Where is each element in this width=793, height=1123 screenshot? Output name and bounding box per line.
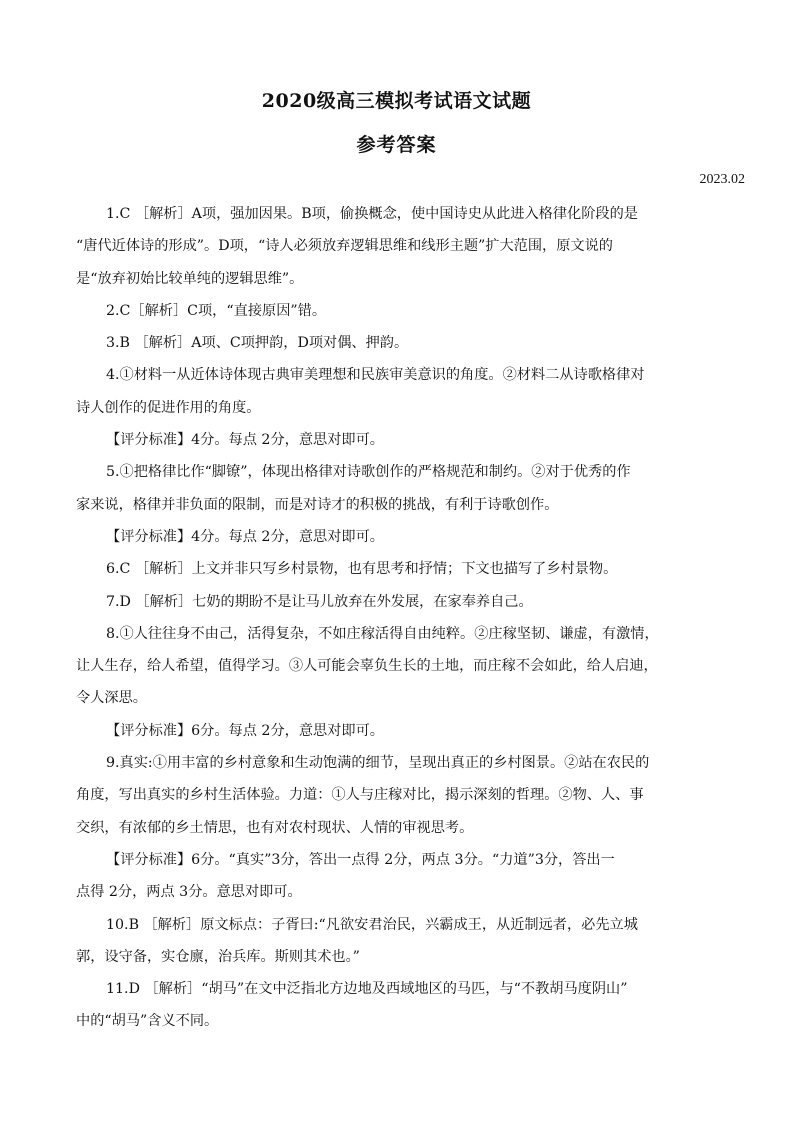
answer-line: 角度，写出真实的乡村生活体验。力道：①人与庄稼对比，揭示深刻的哲理。②物、人、事 bbox=[76, 787, 644, 804]
answer-line: 8.①人往往身不由己，活得复杂，不如庄稼活得自由纯粹。②庄稼坚韧、谦虚，有激情， bbox=[106, 625, 659, 642]
answer-line: 10.B ［解析］原文标点：子胥曰:“凡欲安君治民，兴霸成王，从近制远者，必先立城 bbox=[106, 916, 638, 933]
answer-line: 【评分标准】6分。每点 2分，意思对即可。 bbox=[106, 722, 384, 739]
answer-line: 令人深思。 bbox=[76, 690, 147, 707]
answer-line: 中的“胡马”含义不同。 bbox=[76, 1013, 219, 1030]
answer-line: 6.C ［解析］上文并非只写乡村景物，也有思考和抒情；下文也描写了乡村景物。 bbox=[106, 561, 618, 578]
answer-line: 11.D ［解析］“胡马”在文中泛指北方边地及西域地区的马匹，与“不教胡马度阴山” bbox=[106, 981, 628, 998]
answer-line: 【评分标准】4分。每点 2分，意思对即可。 bbox=[106, 528, 384, 545]
answer-line: 家来说，格律并非负面的限制，而是对诗才的积极的挑战，有利于诗歌创作。 bbox=[76, 496, 559, 513]
answer-line: 9.真实:①用丰富的乡村意象和生动饱满的细节，呈现出真正的乡村图景。②站在农民的 bbox=[106, 755, 650, 772]
answer-line: 3.B ［解析］A项、C项押韵，D项对偶、押韵。 bbox=[106, 335, 409, 352]
document-subtitle: 参考答案 bbox=[356, 134, 437, 156]
answer-line: 5.①把格律比作“脚镣”，体现出格律对诗歌创作的严格规范和制约。②对于优秀的作 bbox=[106, 464, 631, 481]
answer-line: 诗人创作的促进作用的角度。 bbox=[76, 399, 261, 416]
answer-line: “唐代近体诗的形成”。D项，“诗人必须放弃逻辑思维和线形主题”扩大范围，原文说的 bbox=[76, 238, 613, 255]
answer-line: 是“放弃初始比较单纯的逻辑思维”。 bbox=[76, 270, 304, 287]
answer-line: 7.D ［解析］七奶的期盼不是让马儿放弃在外发展，在家奉养自己。 bbox=[106, 593, 533, 610]
document-title: 2020级高三模拟考试语文试题 bbox=[261, 90, 532, 112]
answer-line: 交织，有浓郁的乡土情思，也有对农村现状、人情的审视思考。 bbox=[76, 819, 474, 836]
answer-line: 1.C ［解析］A项，强加因果。B项，偷换概念，使中国诗史从此进入格律化阶段的是 bbox=[106, 206, 638, 222]
document-date: 2023.02 bbox=[699, 172, 745, 187]
answer-line: 郭，设守备，实仓廪，治兵库。斯则其术也。” bbox=[76, 948, 360, 965]
answer-content bbox=[76, 198, 722, 1038]
answer-line: 2.C［解析］C项，“直接原因”错。 bbox=[106, 302, 327, 319]
answer-line: 点得 2分，两点 3分。意思对即可。 bbox=[76, 884, 302, 901]
answer-line: 4.①材料一从近体诗体现古典审美理想和民族审美意识的角度。②材料二从诗歌格律对 bbox=[106, 367, 645, 384]
answer-line: 让人生存，给人希望，值得学习。③人可能会辜负生长的土地，而庄稼不会如此，给人启迪， bbox=[76, 658, 658, 675]
answer-line: 【评分标准】4分。每点 2分，意思对即可。 bbox=[106, 432, 384, 449]
answer-line: 【评分标准】6分。“真实”3分，答出一点得 2分，两点 3分。“力道”3分，答出一 bbox=[106, 851, 615, 868]
